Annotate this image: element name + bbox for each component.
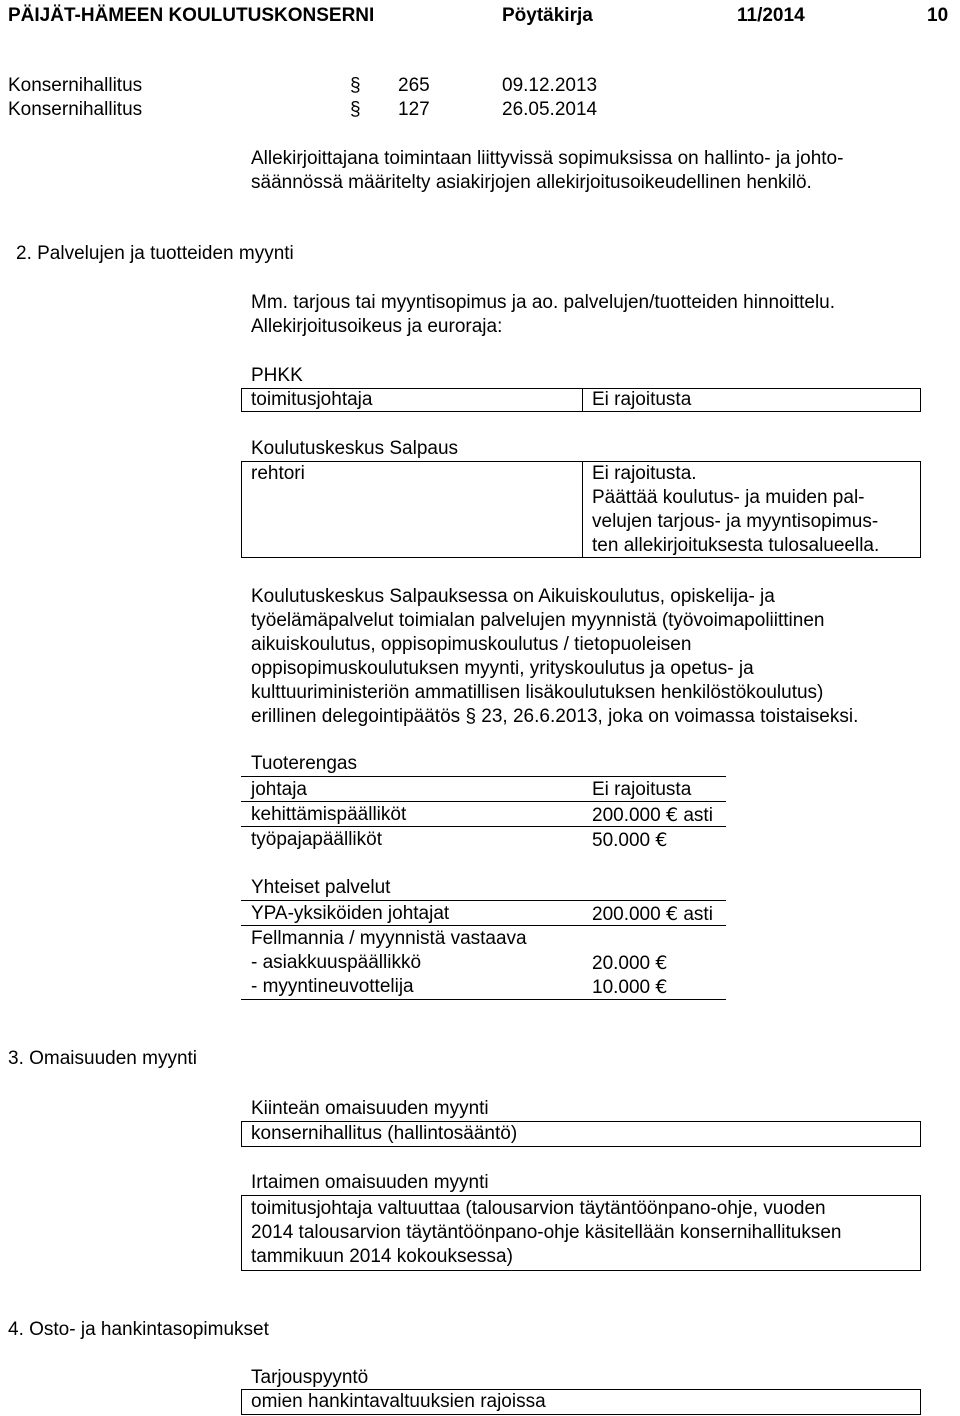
amount: 20.000 xyxy=(592,953,651,974)
table-rule xyxy=(241,999,726,1000)
salpaus-limit-line: ten allekirjoituksesta tulosalueella. xyxy=(592,535,880,556)
amount-suffix: asti xyxy=(683,805,713,826)
table-rule xyxy=(241,776,726,777)
section-sign: § xyxy=(465,706,477,727)
phkk-limit: Ei rajoitusta xyxy=(592,389,692,410)
tarjous-title: Tarjouspyyntö xyxy=(251,1367,369,1388)
tuoterengas-limit xyxy=(592,828,668,853)
paragraph-line: Koulutuskeskus Salpauksessa on Aikuiskoulutus, opiskelija- ja xyxy=(251,586,775,607)
paragraph-text: 23, 26.6.2013, joka on voimassa toistaiseksi. xyxy=(481,706,859,727)
phkk-label: PHKK xyxy=(251,365,303,386)
amount: 10.000 xyxy=(592,977,651,998)
yhteiset-limit xyxy=(592,902,713,927)
org-name: PÄIJÄT-HÄMEEN KOULUTUSKONSERNI xyxy=(8,5,375,26)
irtain-line: tammikuun 2014 kokouksessa) xyxy=(251,1246,513,1267)
paragraph-line: kulttuuriministeriön ammatillisen lisäkoulutuksen henkilöstökoulutus) xyxy=(251,682,824,703)
intro-line: Allekirjoittajana toimintaan liittyvissä sopimuksissa on hallinto- ja johto- xyxy=(251,148,844,169)
kiintea-value: konsernihallitus (hallintosääntö) xyxy=(251,1123,518,1144)
euro-sign: € xyxy=(665,903,679,925)
table-rule xyxy=(241,900,726,901)
tuoterengas-limit: Ei rajoitusta xyxy=(592,779,692,800)
table-rule xyxy=(241,461,242,558)
kiintea-title: Kiinteän omaisuuden myynti xyxy=(251,1098,489,1119)
salpaus-limit-line: Ei rajoitusta. xyxy=(592,463,697,484)
salpaus-limit-line: velujen tarjous- ja myyntisopimus- xyxy=(592,511,879,532)
yhteiset-role: YPA-yksiköiden johtajat xyxy=(251,903,450,924)
euro-sign: € xyxy=(655,976,668,998)
amount: 200.000 xyxy=(592,805,661,826)
amount: 200.000 xyxy=(592,904,661,925)
tuoterengas-role: työpajapäälliköt xyxy=(251,829,382,850)
section-sign: § xyxy=(350,99,361,120)
page-number: 10 xyxy=(927,5,949,26)
fellmannia-limit xyxy=(592,951,668,976)
fellmannia-limit xyxy=(592,975,668,1000)
reference-section: 265 xyxy=(398,75,430,96)
section-heading: 3. Omaisuuden myynti xyxy=(8,1048,198,1069)
section-heading: 4. Osto- ja hankintasopimukset xyxy=(8,1319,269,1340)
paragraph-line: aikuiskoulutus, oppisopimuskoulutus / tietopuoleisen xyxy=(251,634,692,655)
table-rule xyxy=(241,557,582,558)
section-description: Mm. tarjous tai myyntisopimus ja ao. palvelujen/tuotteiden hinnoittelu. xyxy=(251,292,836,313)
paragraph-line xyxy=(251,705,858,729)
salpaus-limit-line: Päättää koulutus- ja muiden pal- xyxy=(592,487,865,508)
fellmannia-title: Fellmannia / myynnistä vastaava xyxy=(251,928,527,949)
section-heading: 2. Palvelujen ja tuotteiden myynti xyxy=(16,243,294,264)
euro-sign: € xyxy=(655,952,668,974)
salpaus-role: rehtori xyxy=(251,463,305,484)
paragraph-text: erillinen delegointipäätös xyxy=(251,706,461,727)
yhteiset-title: Yhteiset palvelut xyxy=(251,877,391,898)
irtain-line: 2014 talousarvion täytäntöönpano-ohje käsitellään konsernihallituksen xyxy=(251,1222,842,1243)
amount-suffix: asti xyxy=(683,904,713,925)
reference-date: 26.05.2014 xyxy=(502,99,598,120)
reference-section: 127 xyxy=(398,99,430,120)
tuoterengas-role: kehittämispäälliköt xyxy=(251,804,407,825)
paragraph-line: työelämäpalvelut toimialan palvelujen myynnistä (työvoimapoliittinen xyxy=(251,610,825,631)
irtain-title: Irtaimen omaisuuden myynti xyxy=(251,1172,489,1193)
tuoterengas-title: Tuoterengas xyxy=(251,753,357,774)
phkk-role: toimitusjohtaja xyxy=(251,389,373,410)
reference-body: Konsernihallitus xyxy=(8,99,143,120)
fellmannia-role: - myyntineuvottelija xyxy=(251,976,414,997)
tuoterengas-limit xyxy=(592,803,713,828)
euro-sign: € xyxy=(655,829,668,851)
irtain-line: toimitusjohtaja valtuuttaa (talousarvion täytäntöönpano-ohje, vuoden xyxy=(251,1198,826,1219)
table-divider xyxy=(582,388,583,412)
section-description: Allekirjoitusoikeus ja euroraja: xyxy=(251,316,503,337)
section-sign: § xyxy=(350,75,361,96)
intro-line: säännössä määritelty asiakirjojen allekirjoitusoikeudellinen henkilö. xyxy=(251,172,812,193)
document-type: Pöytäkirja xyxy=(502,5,593,26)
fellmannia-role: - asiakkuuspäällikkö xyxy=(251,952,422,973)
reference-body: Konsernihallitus xyxy=(8,75,143,96)
tuoterengas-role: johtaja xyxy=(251,779,307,800)
paragraph-line: oppisopimuskoulutuksen myynti, yrityskoulutus ja opetus- ja xyxy=(251,658,754,679)
issue-number: 11/2014 xyxy=(737,5,805,26)
reference-date: 09.12.2013 xyxy=(502,75,598,96)
tarjous-value: omien hankintavaltuuksien rajoissa xyxy=(251,1391,546,1412)
euro-sign: € xyxy=(665,804,679,826)
amount: 50.000 xyxy=(592,830,651,851)
salpaus-label: Koulutuskeskus Salpaus xyxy=(251,438,459,459)
